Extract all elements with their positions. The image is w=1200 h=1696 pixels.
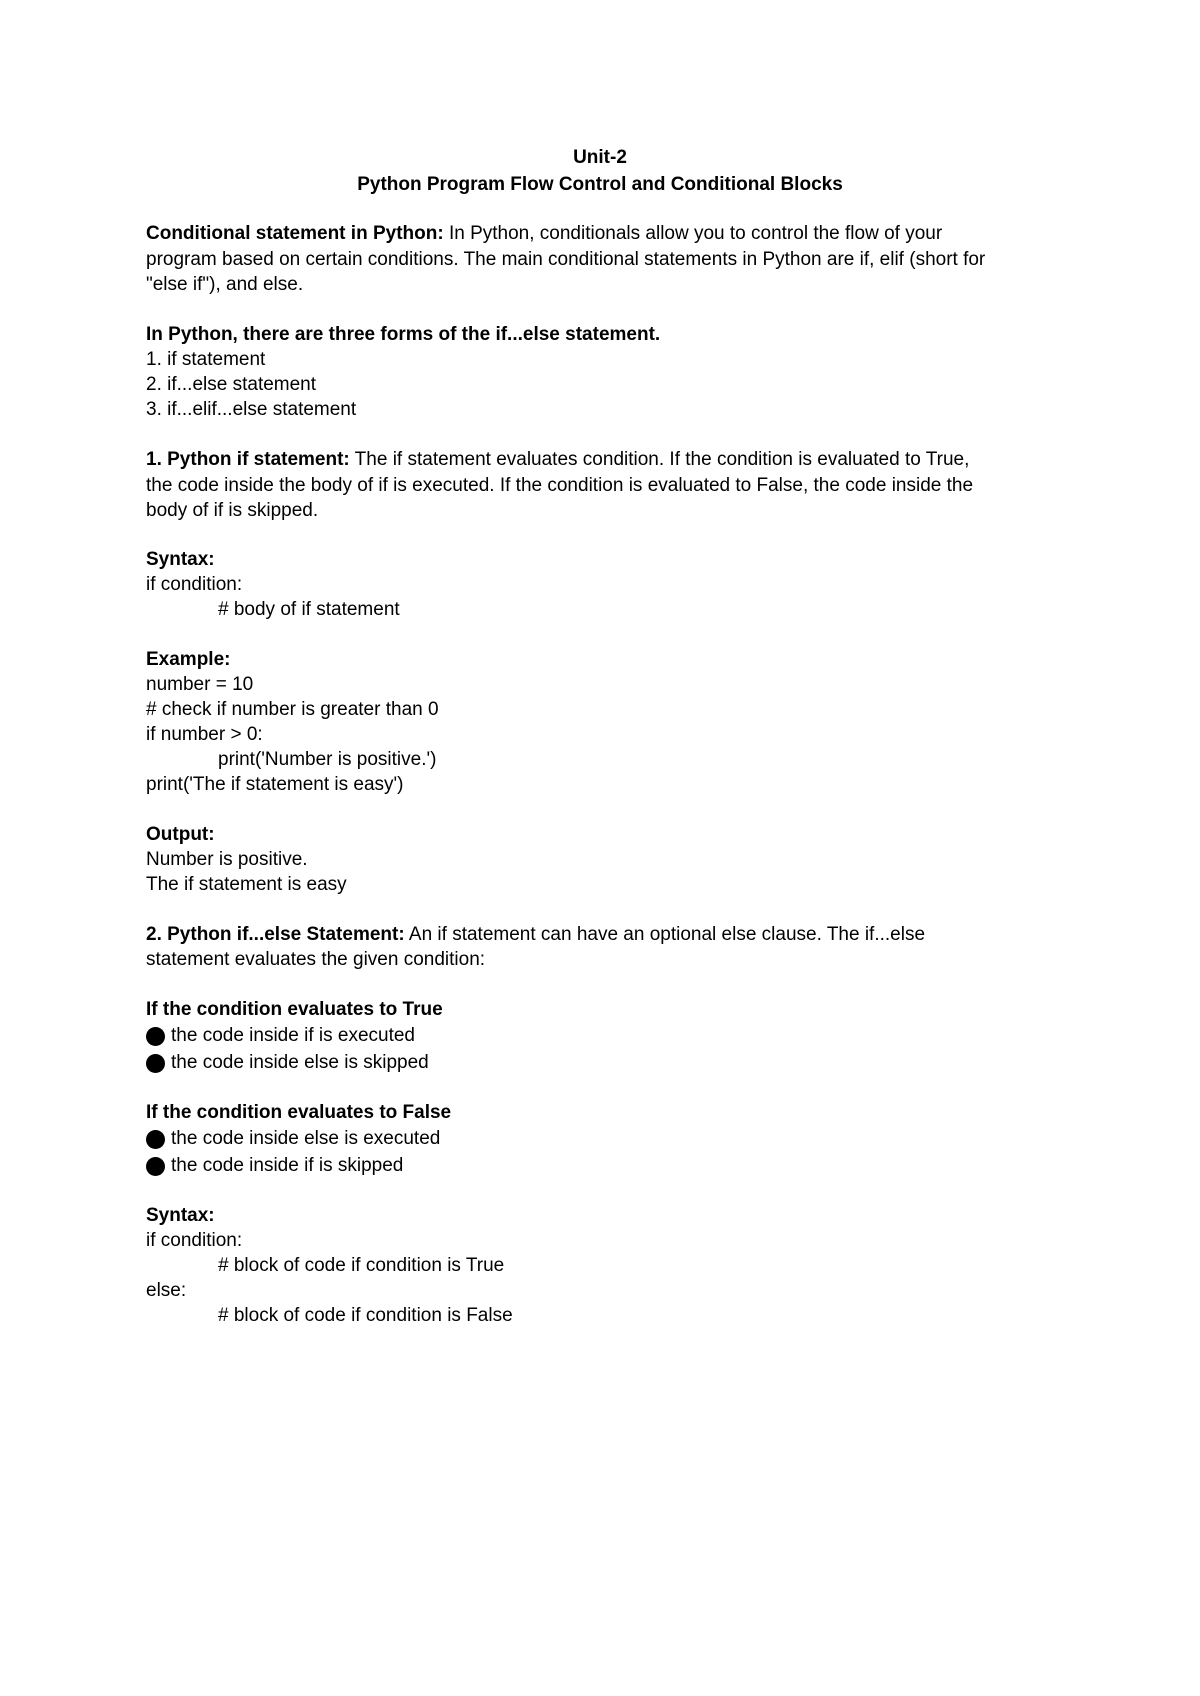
section2-syntax-label: Syntax: [146,1205,215,1226]
code-line: else: [146,1280,187,1301]
output-line: The if statement is easy [146,874,347,895]
code-line: # block of code if condition is False [218,1305,513,1326]
bullet-icon [146,1054,165,1073]
code-line: # block of code if condition is True [218,1255,505,1276]
bullet-icon [146,1130,165,1149]
code-line: if condition: [146,574,243,595]
intro-line-1 [146,222,942,246]
section1-line-2: the code inside the body of if is executed. If the condition is evaluated to False, the code inside the [146,475,974,496]
code-line: if condition: [146,1230,243,1251]
intro-line-1-text: In Python, conditionals allow you to control the flow of your [443,223,943,244]
list-item-text: the code inside if is executed [171,1025,415,1046]
forms-item: 2. if...else statement [146,374,317,395]
section1-output-label: Output: [146,824,215,845]
code-line: # body of if statement [218,599,400,620]
forms-item: 1. if statement [146,349,266,370]
section1-example-label: Example: [146,649,231,670]
code-line: # check if number is greater than 0 [146,699,439,720]
section1-lead: 1. Python if statement: [146,449,350,470]
section2-line-1-text: An if statement can have an optional else clause. The if...else [404,924,926,945]
list-item [146,1024,415,1048]
list-item [146,1154,403,1178]
code-line: print('Number is positive.') [218,749,437,770]
list-item [146,1127,440,1151]
intro-line-3: "else if"), and else. [146,274,304,295]
forms-heading: In Python, there are three forms of the if...else statement. [146,324,661,345]
page-title: Python Program Flow Control and Conditional Blocks [357,174,843,195]
section2-line-2: statement evaluates the given condition: [146,949,486,970]
section2-line-1 [146,923,925,947]
code-line: number = 10 [146,674,254,695]
intro-lead: Conditional statement in Python: [146,223,444,244]
output-line: Number is positive. [146,849,308,870]
section1-syntax-label: Syntax: [146,549,215,570]
section2-lead: 2. Python if...else Statement: [146,924,405,945]
list-item-text: the code inside if is skipped [171,1155,404,1176]
intro-line-2: program based on certain conditions. The main conditional statements in Python are if, elif (short for [146,249,986,270]
list-item-text: the code inside else is skipped [171,1052,429,1073]
code-line: if number > 0: [146,724,263,745]
section1-line-3: body of if is skipped. [146,500,319,521]
true-heading: If the condition evaluates to True [146,999,443,1020]
list-item [146,1051,429,1075]
unit-label: Unit-2 [573,147,627,168]
bullet-icon [146,1027,165,1046]
section1-line-1-text: The if statement evaluates condition. If the condition is evaluated to True, [349,449,970,470]
bullet-icon [146,1157,165,1176]
list-item-text: the code inside else is executed [171,1128,441,1149]
false-heading: If the condition evaluates to False [146,1102,452,1123]
section1-line-1 [146,448,969,472]
code-line: print('The if statement is easy') [146,774,404,795]
forms-item: 3. if...elif...else statement [146,399,357,420]
